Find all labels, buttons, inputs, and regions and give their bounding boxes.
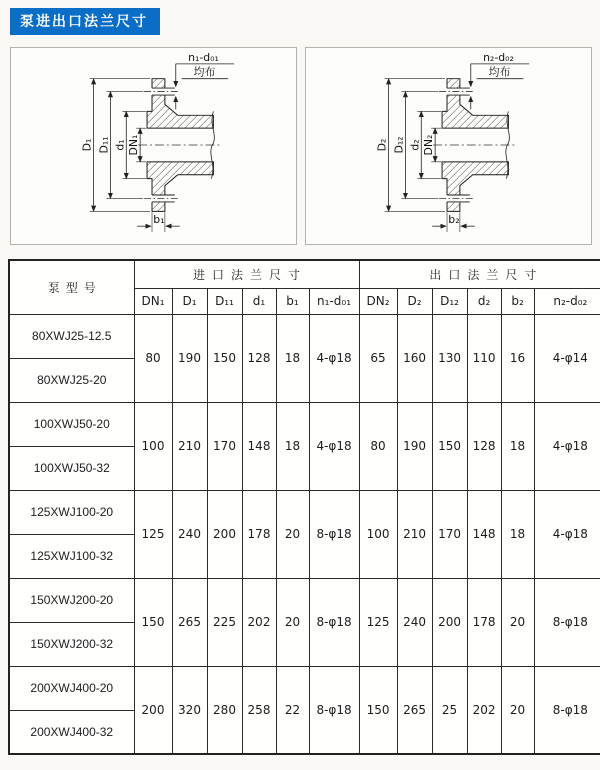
outlet-dim-dface: d₂ (408, 139, 422, 151)
column-header: n₂-d₀₂ (534, 288, 600, 314)
value-cell: 125 (359, 578, 397, 666)
inlet-group-header: 进口法兰尺寸 (134, 260, 359, 288)
inlet-dim-D: D₁ (80, 138, 94, 152)
value-cell: 202 (242, 578, 276, 666)
value-cell: 80 (359, 402, 397, 490)
value-cell: 280 (207, 666, 242, 754)
value-cell: 16 (501, 314, 534, 402)
value-cell: 80 (134, 314, 172, 402)
value-cell: 20 (276, 490, 309, 578)
inlet-dim-Dbolt: D₁₁ (97, 136, 111, 154)
column-header: b₁ (276, 288, 309, 314)
value-cell: 150 (134, 578, 172, 666)
value-cell: 8-φ18 (309, 666, 359, 754)
value-cell: 200 (207, 490, 242, 578)
column-header: DN₁ (134, 288, 172, 314)
value-cell: 18 (276, 402, 309, 490)
value-cell: 4-φ18 (309, 402, 359, 490)
value-cell: 20 (276, 578, 309, 666)
value-cell: 200 (134, 666, 172, 754)
value-cell: 4-φ18 (534, 402, 600, 490)
value-cell: 18 (501, 402, 534, 490)
inlet-dim-thickness: b₁ (153, 213, 165, 227)
value-cell: 210 (397, 490, 432, 578)
value-cell: 18 (501, 490, 534, 578)
value-cell: 100 (359, 490, 397, 578)
value-cell: 4-φ18 (309, 314, 359, 402)
value-cell: 170 (207, 402, 242, 490)
value-cell: 8-φ18 (309, 578, 359, 666)
model-cell: 80XWJ25-12.5 (9, 314, 134, 358)
value-cell: 25 (432, 666, 467, 754)
value-cell: 8-φ18 (309, 490, 359, 578)
value-cell: 202 (467, 666, 501, 754)
value-cell: 240 (397, 578, 432, 666)
value-cell: 130 (432, 314, 467, 402)
value-cell: 258 (242, 666, 276, 754)
outlet-dim-Dbolt: D₁₂ (392, 136, 406, 154)
value-cell: 178 (467, 578, 501, 666)
outlet-dim-thickness: b₂ (448, 213, 460, 227)
value-cell: 240 (172, 490, 207, 578)
value-cell: 20 (501, 578, 534, 666)
column-header: D₁₂ (432, 288, 467, 314)
flange-drawings-row (10, 47, 592, 245)
value-cell: 160 (397, 314, 432, 402)
value-cell: 4-φ18 (534, 490, 600, 578)
inlet-flange-drawing (10, 47, 297, 245)
column-header: d₁ (242, 288, 276, 314)
value-cell: 110 (467, 314, 501, 402)
model-cell: 100XWJ50-20 (9, 402, 134, 446)
inlet-flange-diagram (11, 48, 296, 244)
outlet-group-header: 出口法兰尺寸 (359, 260, 600, 288)
column-header: n₁-d₀₁ (309, 288, 359, 314)
value-cell: 18 (276, 314, 309, 402)
model-cell: 80XWJ25-20 (9, 358, 134, 402)
value-cell: 8-φ18 (534, 666, 600, 754)
outlet-flange-diagram (306, 48, 591, 244)
value-cell: 148 (242, 402, 276, 490)
value-cell: 150 (359, 666, 397, 754)
inlet-dim-bore: DN₁ (127, 134, 141, 156)
value-cell: 20 (501, 666, 534, 754)
value-cell: 190 (397, 402, 432, 490)
model-cell: 125XWJ100-32 (9, 534, 134, 578)
value-cell: 125 (134, 490, 172, 578)
value-cell: 100 (134, 402, 172, 490)
value-cell: 150 (432, 402, 467, 490)
value-cell: 22 (276, 666, 309, 754)
value-cell: 225 (207, 578, 242, 666)
model-column-header: 泵型号 (9, 260, 134, 314)
model-cell: 100XWJ50-32 (9, 446, 134, 490)
value-cell: 65 (359, 314, 397, 402)
model-cell: 150XWJ200-32 (9, 622, 134, 666)
column-header: D₂ (397, 288, 432, 314)
value-cell: 210 (172, 402, 207, 490)
value-cell: 128 (467, 402, 501, 490)
column-header: DN₂ (359, 288, 397, 314)
value-cell: 190 (172, 314, 207, 402)
value-cell: 4-φ14 (534, 314, 600, 402)
column-header: d₂ (467, 288, 501, 314)
flange-dimensions-table (8, 259, 600, 755)
model-cell: 200XWJ400-32 (9, 710, 134, 754)
inlet-even-note: 均布 (193, 65, 216, 79)
outlet-dim-bore: DN₂ (422, 134, 436, 156)
value-cell: 320 (172, 666, 207, 754)
value-cell: 8-φ18 (534, 578, 600, 666)
value-cell: 128 (242, 314, 276, 402)
column-header: b₂ (501, 288, 534, 314)
model-cell: 150XWJ200-20 (9, 578, 134, 622)
value-cell: 150 (207, 314, 242, 402)
value-cell: 148 (467, 490, 501, 578)
model-cell: 200XWJ400-20 (9, 666, 134, 710)
column-header: D₁ (172, 288, 207, 314)
inlet-dim-dface: d₁ (113, 139, 127, 151)
outlet-flange-drawing (305, 47, 592, 245)
value-cell: 170 (432, 490, 467, 578)
value-cell: 265 (172, 578, 207, 666)
outlet-holes-label: n₂-d₀₂ (483, 50, 514, 64)
page-title: 泵进出口法兰尺寸 (10, 8, 160, 35)
column-header: D₁₁ (207, 288, 242, 314)
outlet-dim-D: D₂ (375, 138, 389, 152)
value-cell: 200 (432, 578, 467, 666)
outlet-even-note: 均布 (488, 65, 511, 79)
inlet-holes-label: n₁-d₀₁ (188, 50, 219, 64)
value-cell: 178 (242, 490, 276, 578)
value-cell: 265 (397, 666, 432, 754)
model-cell: 125XWJ100-20 (9, 490, 134, 534)
